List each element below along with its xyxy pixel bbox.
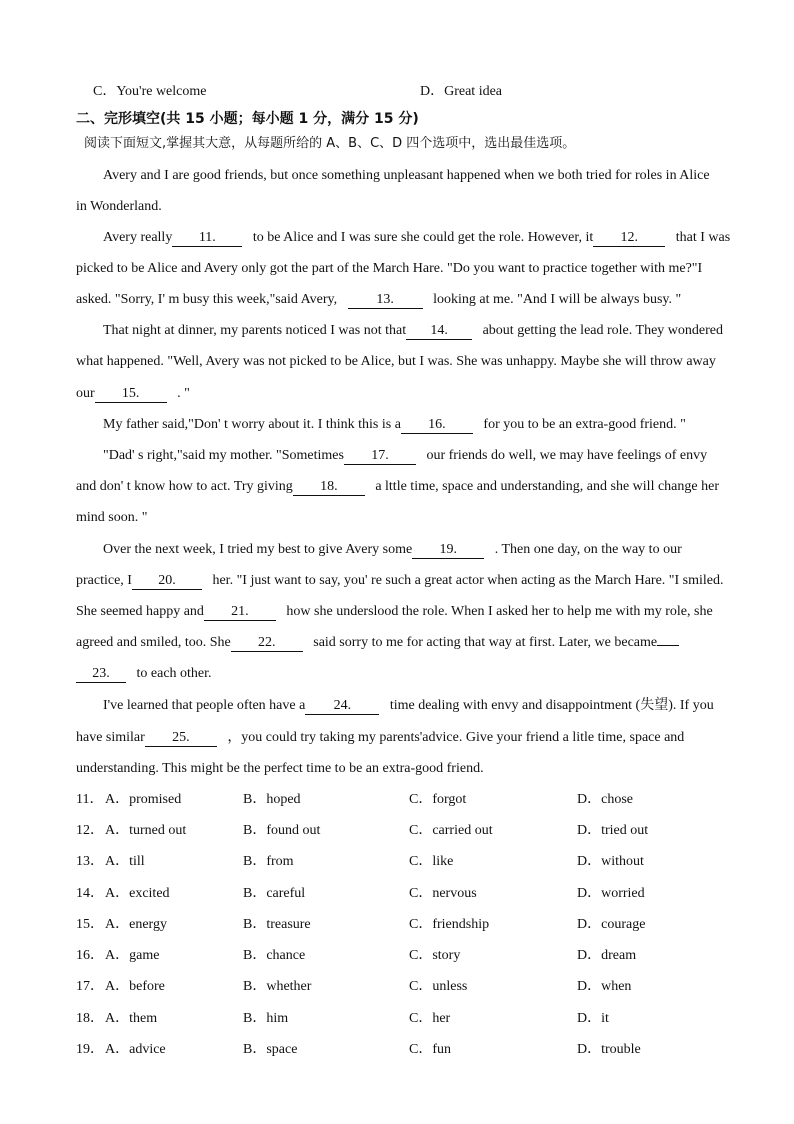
passage-text: My father said,"Don' t worry about it. I think this is a [103, 417, 401, 432]
question-number: 14． [76, 886, 104, 901]
option-b: B．chance [243, 948, 306, 963]
section-instruction: 阅读下面短文,掌握其大意，从每题所给的 A、B、C、D 四个选项中，选出最佳选项。 [84, 136, 576, 151]
passage-line: what happened. "Well, Avery was not picked to be Alice, but I was. She was unhappy. Maybe she will throw away [76, 354, 716, 369]
passage-line: mind soon. " [76, 510, 148, 525]
passage-line [76, 291, 681, 309]
passage-line [76, 665, 212, 683]
passage-line [103, 229, 730, 247]
option-a: A．till [105, 854, 145, 869]
passage-text: how she underslood the role. When I asked her to help me with my role, she [286, 604, 713, 619]
option-c: C．her [409, 1011, 451, 1026]
question-number: 11． [76, 792, 104, 807]
option-d: D．trouble [577, 1042, 641, 1057]
passage-text: She seemed happy and [76, 604, 204, 619]
blank-23: 23. [76, 666, 126, 683]
option-a: A．game [105, 948, 160, 963]
passage-text: a lttle time, space and understanding, and she will change her [375, 479, 719, 494]
blank-18: 18. [293, 479, 365, 496]
option-a: A．before [105, 979, 165, 994]
passage-line [103, 697, 714, 715]
passage-text: practice, I [76, 573, 132, 588]
passage-line: picked to be Alice and Avery only got the part of the March Hare. "Do you want to practice together with me?"I [76, 261, 703, 276]
passage-line [76, 385, 190, 403]
passage-text: looking at me. "And I will be always busy. " [433, 292, 682, 307]
option-a: A．excited [105, 886, 170, 901]
blank-11: 11. [172, 230, 242, 247]
passage-line [103, 447, 707, 465]
option-d: D．dream [577, 948, 637, 963]
passage-text: . " [177, 386, 190, 401]
question-number: 12． [76, 823, 104, 838]
question-number: 13． [76, 854, 104, 869]
passage-text: I've learned that people often have a [103, 698, 306, 713]
passage-line [76, 478, 719, 496]
blank-23-start [657, 645, 679, 646]
passage-text: "Dad' s right,"said my mother. "Sometimes [103, 448, 344, 463]
passage-text: said sorry to me for acting that way at first. Later, we became [313, 635, 658, 650]
blank-17: 17. [344, 448, 416, 465]
option-a: A．turned out [105, 823, 187, 838]
passage-text: our [76, 386, 95, 401]
option-c: C．friendship [409, 917, 490, 932]
option-a: A．energy [105, 917, 167, 932]
passage-text: have similar [76, 730, 145, 745]
blank-12: 12. [593, 230, 665, 247]
passage-text: ，you could try taking my parents'advice. Give your friend a litle time, space and [227, 730, 685, 745]
option-b: B．treasure [243, 917, 311, 932]
option-a: A．promised [105, 792, 182, 807]
passage-text: that I was [675, 230, 731, 245]
passage-text: Over the next week, I tried my best to give Avery some [103, 542, 413, 557]
passage-line: Avery and I are good friends, but once something unpleasant happened when we both tried for roles in Alice [103, 168, 710, 183]
option-b: B．him [243, 1011, 289, 1026]
passage-text: Avery really [103, 230, 173, 245]
passage-text: for you to be an extra-good friend. " [483, 417, 686, 432]
option-c: C．unless [409, 979, 468, 994]
blank-20: 20. [132, 573, 202, 590]
blank-21: 21. [204, 604, 276, 621]
blank-25: 25. [145, 730, 217, 747]
passage-line [76, 603, 713, 621]
question-number: 19． [76, 1042, 104, 1057]
blank-22: 22. [231, 635, 303, 652]
blank-15: 15. [95, 386, 167, 403]
passage-line [103, 322, 723, 340]
option-d: D．worried [577, 886, 645, 901]
option-a: A．advice [105, 1042, 166, 1057]
option-d: D．when [577, 979, 632, 994]
option-d: D．it [577, 1011, 609, 1026]
option-b: B．found out [243, 823, 321, 838]
passage-text: about getting the lead role. They wondered [482, 323, 723, 338]
option-b: B．hoped [243, 792, 301, 807]
option-c: C．story [409, 948, 461, 963]
passage-line: in Wonderland. [76, 199, 162, 214]
passage-text: her. "I just want to say, you' re such a great actor when acting as the March Hare. "I smiled. [212, 573, 724, 588]
blank-19: 19. [412, 542, 484, 559]
passage-text: agreed and smiled, too. She [76, 635, 231, 650]
passage-text: That night at dinner, my parents noticed I was not that [103, 323, 407, 338]
option-d: D．courage [577, 917, 646, 932]
passage-line: understanding. This might be the perfect time to be an extra-good friend. [76, 761, 484, 776]
passage-line [76, 634, 679, 652]
question-number: 17． [76, 979, 104, 994]
blank-16: 16. [401, 417, 473, 434]
option-b: B．from [243, 854, 294, 869]
question-number: 15． [76, 917, 104, 932]
passage-text: time dealing with envy and disappointment (失望). If you [389, 698, 714, 713]
option-d: D．tried out [577, 823, 649, 838]
option-d: D．without [577, 854, 644, 869]
passage-line [76, 572, 724, 590]
option-c: C．forgot [409, 792, 467, 807]
passage-text: to each other. [136, 666, 212, 681]
passage-text: asked. "Sorry, I' m busy this week,"said Avery, [76, 292, 338, 307]
option-a: A．them [105, 1011, 158, 1026]
passage-line [103, 416, 686, 434]
passage-text: . Then one day, on the way to our [494, 542, 682, 557]
option-b: B．careful [243, 886, 306, 901]
option-c: C．carried out [409, 823, 493, 838]
question-number: 18． [76, 1011, 104, 1026]
passage-text: and don' t know how to act. Try giving [76, 479, 293, 494]
option-c: C．like [409, 854, 454, 869]
passage-text: to be Alice and I was sure she could get the role. However, it [252, 230, 594, 245]
option-b: B．whether [243, 979, 312, 994]
question-number: 16． [76, 948, 104, 963]
prev-option-c: C．You're welcome [93, 84, 207, 99]
blank-13: 13. [348, 292, 423, 309]
passage-text: our friends do well, we may have feelings of envy [426, 448, 708, 463]
section-title: 二、完形填空(共 15 小题；每小题 1 分，满分 15 分) [76, 111, 419, 127]
option-b: B．space [243, 1042, 298, 1057]
blank-24: 24. [305, 698, 379, 715]
prev-option-d: D．Great idea [420, 84, 503, 99]
blank-14: 14. [406, 323, 472, 340]
passage-line [76, 729, 684, 747]
option-c: C．fun [409, 1042, 451, 1057]
passage-line [103, 541, 682, 559]
option-c: C．nervous [409, 886, 477, 901]
option-d: D．chose [577, 792, 633, 807]
